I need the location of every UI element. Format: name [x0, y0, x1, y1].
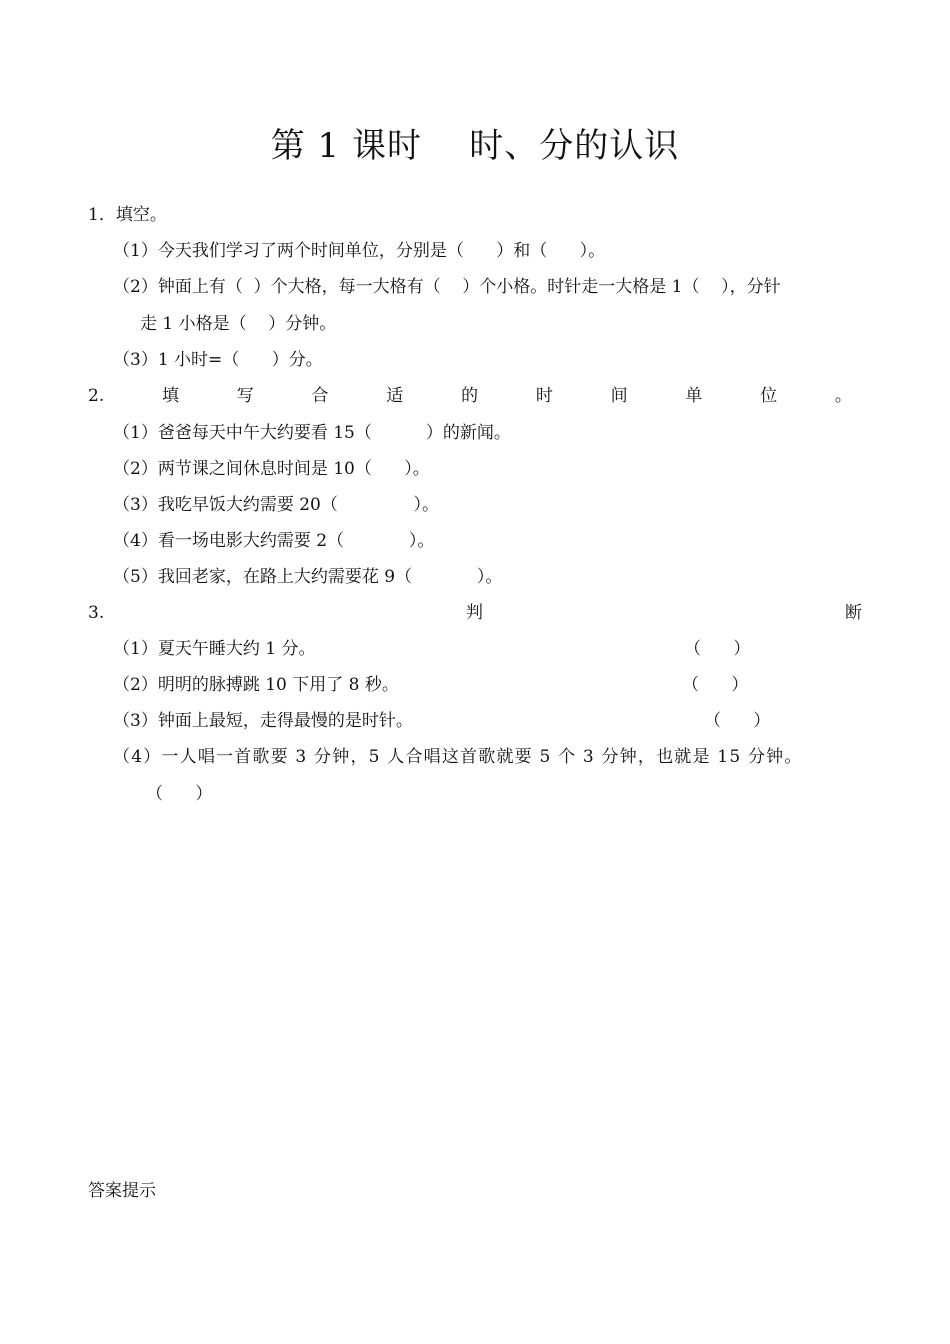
q1-item-3: （3）1 小时=（ ）分。: [113, 350, 323, 370]
q3-heading: [466, 602, 862, 624]
q2-heading-char: 位: [760, 386, 778, 406]
q1-item-2-cont: 走 1 小格是（ ）分钟。: [140, 314, 337, 334]
q3-answer-bracket-1: （ ）: [684, 639, 751, 659]
q2-heading-char: 合: [311, 386, 329, 406]
q1-item-1: （1）今天我们学习了两个时间单位，分别是（ ）和（ ）。: [113, 241, 606, 261]
q2-item-2: （2）两节课之间休息时间是 10（ ）。: [113, 459, 430, 479]
q2-item-3: （3）我吃早饭大约需要 20（ ）。: [113, 495, 440, 515]
q2-number: 2.: [88, 386, 105, 406]
q2-heading-char: 的: [461, 386, 479, 406]
q3-item-1: （1）夏天午睡大约 1 分。: [113, 639, 316, 659]
q2-heading-char: 。: [834, 386, 852, 406]
q2-heading-char: 时: [535, 386, 553, 406]
q2-item-5: （5）我回老家，在路上大约需要花 9（ ）。: [113, 567, 503, 587]
q2-heading-char: 写: [236, 386, 254, 406]
q3-item-3: （3）钟面上最短，走得最慢的是时针。: [113, 711, 413, 731]
q3-heading-char: 判: [466, 603, 483, 623]
page-title: 第 1 课时 时、分的认识: [270, 126, 680, 166]
q2-heading-char: 填: [162, 386, 179, 406]
q2-heading-char: 间: [610, 386, 628, 406]
q3-item-4: （4）一人唱一首歌要 3 分钟，5 人合唱这首歌就要 5 个 3 分钟，也就是 15 分钟。: [113, 747, 803, 767]
q1-item-2: （2）钟面上有（ ）个大格，每一大格有（ ）个小格。时针走一大格是 1（ ），分针: [113, 277, 781, 297]
q2-heading-char: 适: [386, 386, 404, 406]
answer-hint-heading: 答案提示: [88, 1181, 156, 1201]
q1-heading: 1．填空。: [88, 205, 167, 225]
q3-item-2: （2）明明的脉搏跳 10 下用了 8 秒。: [113, 675, 399, 695]
q3-number: 3.: [88, 603, 105, 623]
q2-heading: [162, 385, 852, 407]
q2-heading-char: 单: [685, 386, 703, 406]
q3-answer-bracket-2: （ ）: [682, 675, 749, 695]
q3-answer-bracket-3: （ ）: [704, 711, 771, 731]
q2-item-1: （1）爸爸每天中午大约要看 15（ ）的新闻。: [113, 423, 511, 443]
q3-answer-bracket-4: （ ）: [146, 784, 213, 804]
q2-item-4: （4）看一场电影大约需要 2（ ）。: [113, 531, 435, 551]
q3-heading-char: 断: [845, 603, 862, 623]
